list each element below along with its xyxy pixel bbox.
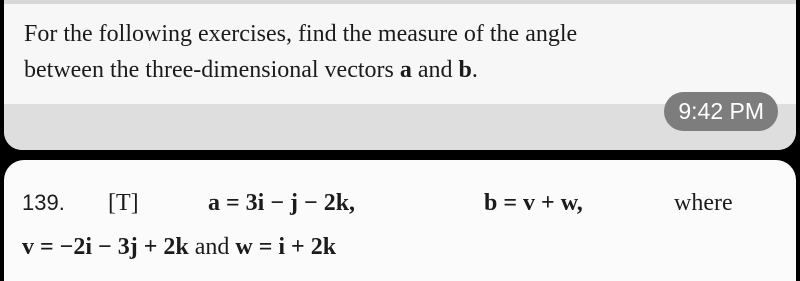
vector-b-label: b xyxy=(458,57,472,83)
instruction-line-1: For the following exercises, find the measure of the angle xyxy=(24,21,578,47)
top-divider xyxy=(4,0,796,4)
exercise-message-bubble[interactable] xyxy=(4,160,796,281)
vector-a-label: a xyxy=(399,57,412,83)
instruction-text xyxy=(24,16,784,88)
and-text: and xyxy=(411,57,459,83)
and-word: and xyxy=(188,234,236,260)
vector-v-equation: v = −2i − 3j + 2k xyxy=(22,234,189,260)
exercise-tag: [T] xyxy=(108,190,139,216)
where-text: where xyxy=(674,190,733,216)
timestamp-badge: 9:42 PM xyxy=(664,92,778,131)
previous-message-bubble xyxy=(4,0,796,150)
vector-w-equation: w = i + 2k xyxy=(235,234,337,260)
vector-b-equation: b = v + w, xyxy=(484,190,583,216)
exercise-line-2 xyxy=(22,234,336,261)
instruction-line-2 xyxy=(24,52,784,88)
period-text: . xyxy=(471,57,478,83)
exercise-number: 139. xyxy=(22,190,65,215)
exercise-line-1 xyxy=(22,190,782,220)
vector-a-equation: a = 3i − j − 2k, xyxy=(208,190,356,216)
instruction-line-2-prefix: between the three-dimensional vectors xyxy=(24,57,400,83)
